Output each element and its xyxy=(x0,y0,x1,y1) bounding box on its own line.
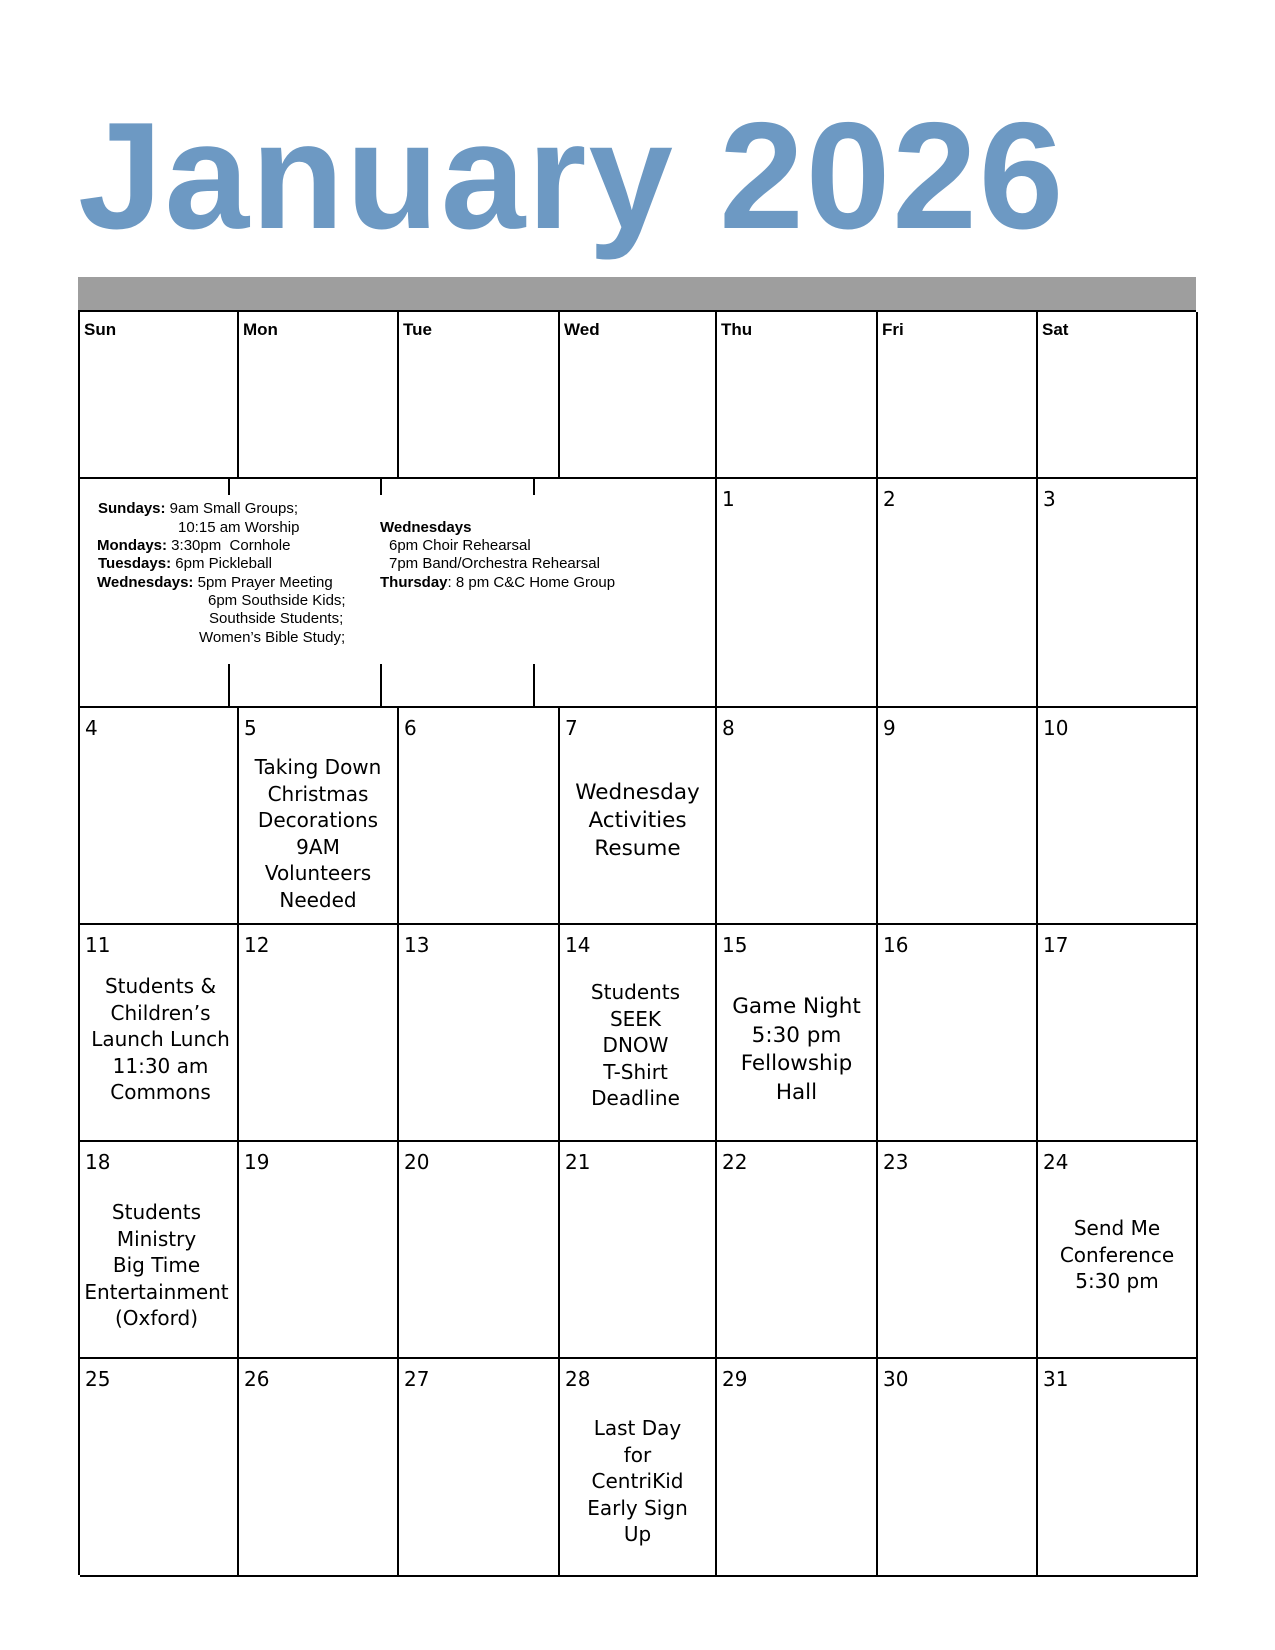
event-line: 5:30 pm xyxy=(1075,1269,1159,1293)
day-cell-10 xyxy=(1038,708,1198,925)
day-cell-29 xyxy=(717,1359,878,1577)
event-line: Hall xyxy=(775,1079,818,1105)
event-line: Game Night xyxy=(732,994,861,1019)
event-line: 11:30 am xyxy=(112,1053,209,1078)
day-cell-26 xyxy=(239,1359,399,1577)
divider-stub xyxy=(380,479,382,495)
weekly-schedule-box xyxy=(80,479,717,708)
day-cell-13 xyxy=(399,925,560,1142)
event-line: for xyxy=(623,1442,652,1467)
schedule-band-rehearsal: 7pm Band/Orchestra Rehearsal xyxy=(389,555,600,572)
day-number: 26 xyxy=(244,1367,270,1391)
day-cell-8 xyxy=(717,708,878,925)
day-number: 18 xyxy=(85,1150,111,1174)
header-cell-wed xyxy=(560,312,717,479)
event-line: Up xyxy=(623,1522,652,1546)
schedule-sundays-line2: 10:15 am Worship xyxy=(178,519,300,536)
event-big-time-entertainment xyxy=(76,1199,237,1332)
event-line: Early Sign xyxy=(587,1495,688,1520)
day-cell-23 xyxy=(878,1142,1038,1359)
day-cell-5 xyxy=(239,708,399,925)
day-cell-25 xyxy=(80,1359,239,1577)
day-number: 19 xyxy=(244,1150,270,1174)
header-cell-mon xyxy=(239,312,399,479)
schedule-tuesdays xyxy=(98,554,272,573)
day-number: 16 xyxy=(883,933,909,957)
divider-stub xyxy=(533,479,535,495)
divider-stub xyxy=(380,664,382,708)
day-name-sun: Sun xyxy=(84,320,117,339)
schedule-mondays-label: Mondays: xyxy=(97,537,168,554)
day-cell-14 xyxy=(560,925,717,1142)
day-cell-4 xyxy=(80,708,239,925)
event-line: Send Me xyxy=(1073,1216,1161,1240)
header-cell-tue xyxy=(399,312,560,479)
day-cell-2 xyxy=(878,479,1038,708)
day-number: 1 xyxy=(722,487,735,511)
day-cell-22 xyxy=(717,1142,878,1359)
event-line: Decorations xyxy=(257,808,379,832)
schedule-wednesdays xyxy=(97,573,333,592)
day-name-thu: Thu xyxy=(721,320,753,339)
event-line: Entertainment xyxy=(84,1279,229,1304)
schedule-choir-rehearsal: 6pm Choir Rehearsal xyxy=(389,537,531,554)
header-cell-sat xyxy=(1038,312,1198,479)
event-line: Students & xyxy=(104,974,217,998)
header-cell-sun xyxy=(80,312,239,479)
event-line: Students xyxy=(111,1200,202,1224)
day-number: 29 xyxy=(722,1367,748,1391)
event-line: Activities xyxy=(588,808,687,833)
day-cell-27 xyxy=(399,1359,560,1577)
day-cell-30 xyxy=(878,1359,1038,1577)
event-line: 9AM xyxy=(296,834,340,859)
day-cell-18 xyxy=(80,1142,239,1359)
event-line: Volunteers xyxy=(264,861,372,885)
day-number: 13 xyxy=(404,933,430,957)
event-line: Wednesday xyxy=(575,780,700,805)
event-centrikid-early-signup xyxy=(560,1415,715,1548)
day-number: 9 xyxy=(883,716,896,740)
event-line: Last Day xyxy=(593,1416,682,1440)
day-number: 28 xyxy=(565,1367,591,1391)
schedule-thursday-label: Thursday xyxy=(380,574,448,591)
schedule-thursday xyxy=(380,573,615,592)
day-number: 22 xyxy=(722,1150,748,1174)
day-number: 10 xyxy=(1043,716,1069,740)
schedule-mondays-line1: 3:30pm Cornhole xyxy=(167,537,291,554)
event-line: (Oxford) xyxy=(114,1306,199,1330)
schedule-sundays-label: Sundays: xyxy=(98,500,166,517)
day-number: 27 xyxy=(404,1367,430,1391)
event-taking-down-decorations xyxy=(239,754,397,913)
schedule-tuesdays-line1: 6pm Pickleball xyxy=(171,555,272,572)
event-line: DNOW xyxy=(602,1033,669,1057)
day-name-mon: Mon xyxy=(243,320,278,339)
header-cell-fri xyxy=(878,312,1038,479)
day-name-sat: Sat xyxy=(1042,320,1069,339)
event-line: Big Time xyxy=(112,1253,201,1277)
divider-stub xyxy=(228,664,230,708)
event-line: CentriKid xyxy=(591,1469,684,1493)
schedule-wednesdays-line4: Women’s Bible Study; xyxy=(199,629,346,646)
day-number: 24 xyxy=(1043,1150,1069,1174)
day-cell-19 xyxy=(239,1142,399,1359)
day-name-fri: Fri xyxy=(882,320,904,339)
event-line: Children’s xyxy=(110,1000,211,1025)
event-line: Christmas xyxy=(267,781,369,806)
calendar-title: January 2026 xyxy=(78,91,1066,261)
schedule-mondays xyxy=(97,536,290,555)
divider-stub xyxy=(228,479,230,495)
event-game-night xyxy=(717,993,876,1107)
event-line: Needed xyxy=(279,887,357,912)
day-cell-1 xyxy=(717,479,878,708)
event-line: Taking Down xyxy=(254,755,382,779)
day-number: 23 xyxy=(883,1150,909,1174)
day-number: 20 xyxy=(404,1150,430,1174)
header-bar xyxy=(78,277,1196,310)
day-number: 3 xyxy=(1043,487,1056,511)
day-number: 11 xyxy=(85,933,111,957)
day-number: 21 xyxy=(565,1150,591,1174)
day-number: 17 xyxy=(1043,933,1069,957)
schedule-wednesdays-line1: 5pm Prayer Meeting xyxy=(193,574,333,591)
day-number: 5 xyxy=(244,716,257,740)
day-cell-9 xyxy=(878,708,1038,925)
day-number: 25 xyxy=(85,1367,111,1391)
event-line: Deadline xyxy=(591,1086,680,1110)
day-name-wed: Wed xyxy=(564,320,600,339)
day-cell-7 xyxy=(560,708,717,925)
event-seek-dnow-deadline xyxy=(556,979,715,1112)
event-wednesday-activities xyxy=(560,779,715,863)
schedule-tuesdays-label: Tuesdays: xyxy=(98,555,172,572)
event-line: Commons xyxy=(110,1080,211,1104)
schedule-sundays-line1: 9am Small Groups; xyxy=(165,500,299,517)
day-number: 14 xyxy=(565,933,591,957)
schedule-wednesdays-evening-label: Wednesdays xyxy=(380,519,472,536)
event-send-me-conference xyxy=(1038,1215,1196,1295)
day-cell-24 xyxy=(1038,1142,1198,1359)
day-cell-28 xyxy=(560,1359,717,1577)
header-cell-thu xyxy=(717,312,878,479)
day-number: 8 xyxy=(722,716,735,740)
day-number: 15 xyxy=(722,933,748,957)
event-line: Fellowship xyxy=(740,1051,853,1076)
day-cell-21 xyxy=(560,1142,717,1359)
event-line: Ministry xyxy=(116,1226,197,1251)
day-cell-31 xyxy=(1038,1359,1198,1577)
day-name-tue: Tue xyxy=(403,320,432,339)
event-line: Conference xyxy=(1059,1242,1175,1267)
day-number: 7 xyxy=(565,716,578,740)
day-cell-15 xyxy=(717,925,878,1142)
schedule-wednesdays-line2: 6pm Southside Kids; xyxy=(208,592,346,609)
day-cell-3 xyxy=(1038,479,1198,708)
divider-stub xyxy=(533,664,535,708)
day-cell-11 xyxy=(80,925,239,1142)
event-launch-lunch xyxy=(84,973,237,1106)
schedule-sundays xyxy=(98,499,298,518)
event-line: Launch Lunch xyxy=(91,1027,230,1051)
day-cell-20 xyxy=(399,1142,560,1359)
day-cell-16 xyxy=(878,925,1038,1142)
event-line: 5:30 pm xyxy=(751,1022,842,1048)
event-line: Students xyxy=(590,980,681,1004)
day-cell-12 xyxy=(239,925,399,1142)
day-cell-6 xyxy=(399,708,560,925)
day-cell-17 xyxy=(1038,925,1198,1142)
schedule-wednesdays-line3: Southside Students; xyxy=(209,610,344,627)
event-line: Resume xyxy=(594,836,681,861)
schedule-thursday-line1: : 8 pm C&C Home Group xyxy=(447,574,616,591)
day-number: 6 xyxy=(404,716,417,740)
day-number: 30 xyxy=(883,1367,909,1391)
event-line: SEEK xyxy=(609,1006,662,1031)
event-line: T-Shirt xyxy=(603,1059,668,1084)
calendar-grid xyxy=(78,310,1196,1575)
day-number: 4 xyxy=(85,716,98,740)
day-number: 31 xyxy=(1043,1367,1069,1391)
schedule-wednesdays-label: Wednesdays: xyxy=(97,574,194,591)
day-number: 2 xyxy=(883,487,896,511)
day-number: 12 xyxy=(244,933,270,957)
